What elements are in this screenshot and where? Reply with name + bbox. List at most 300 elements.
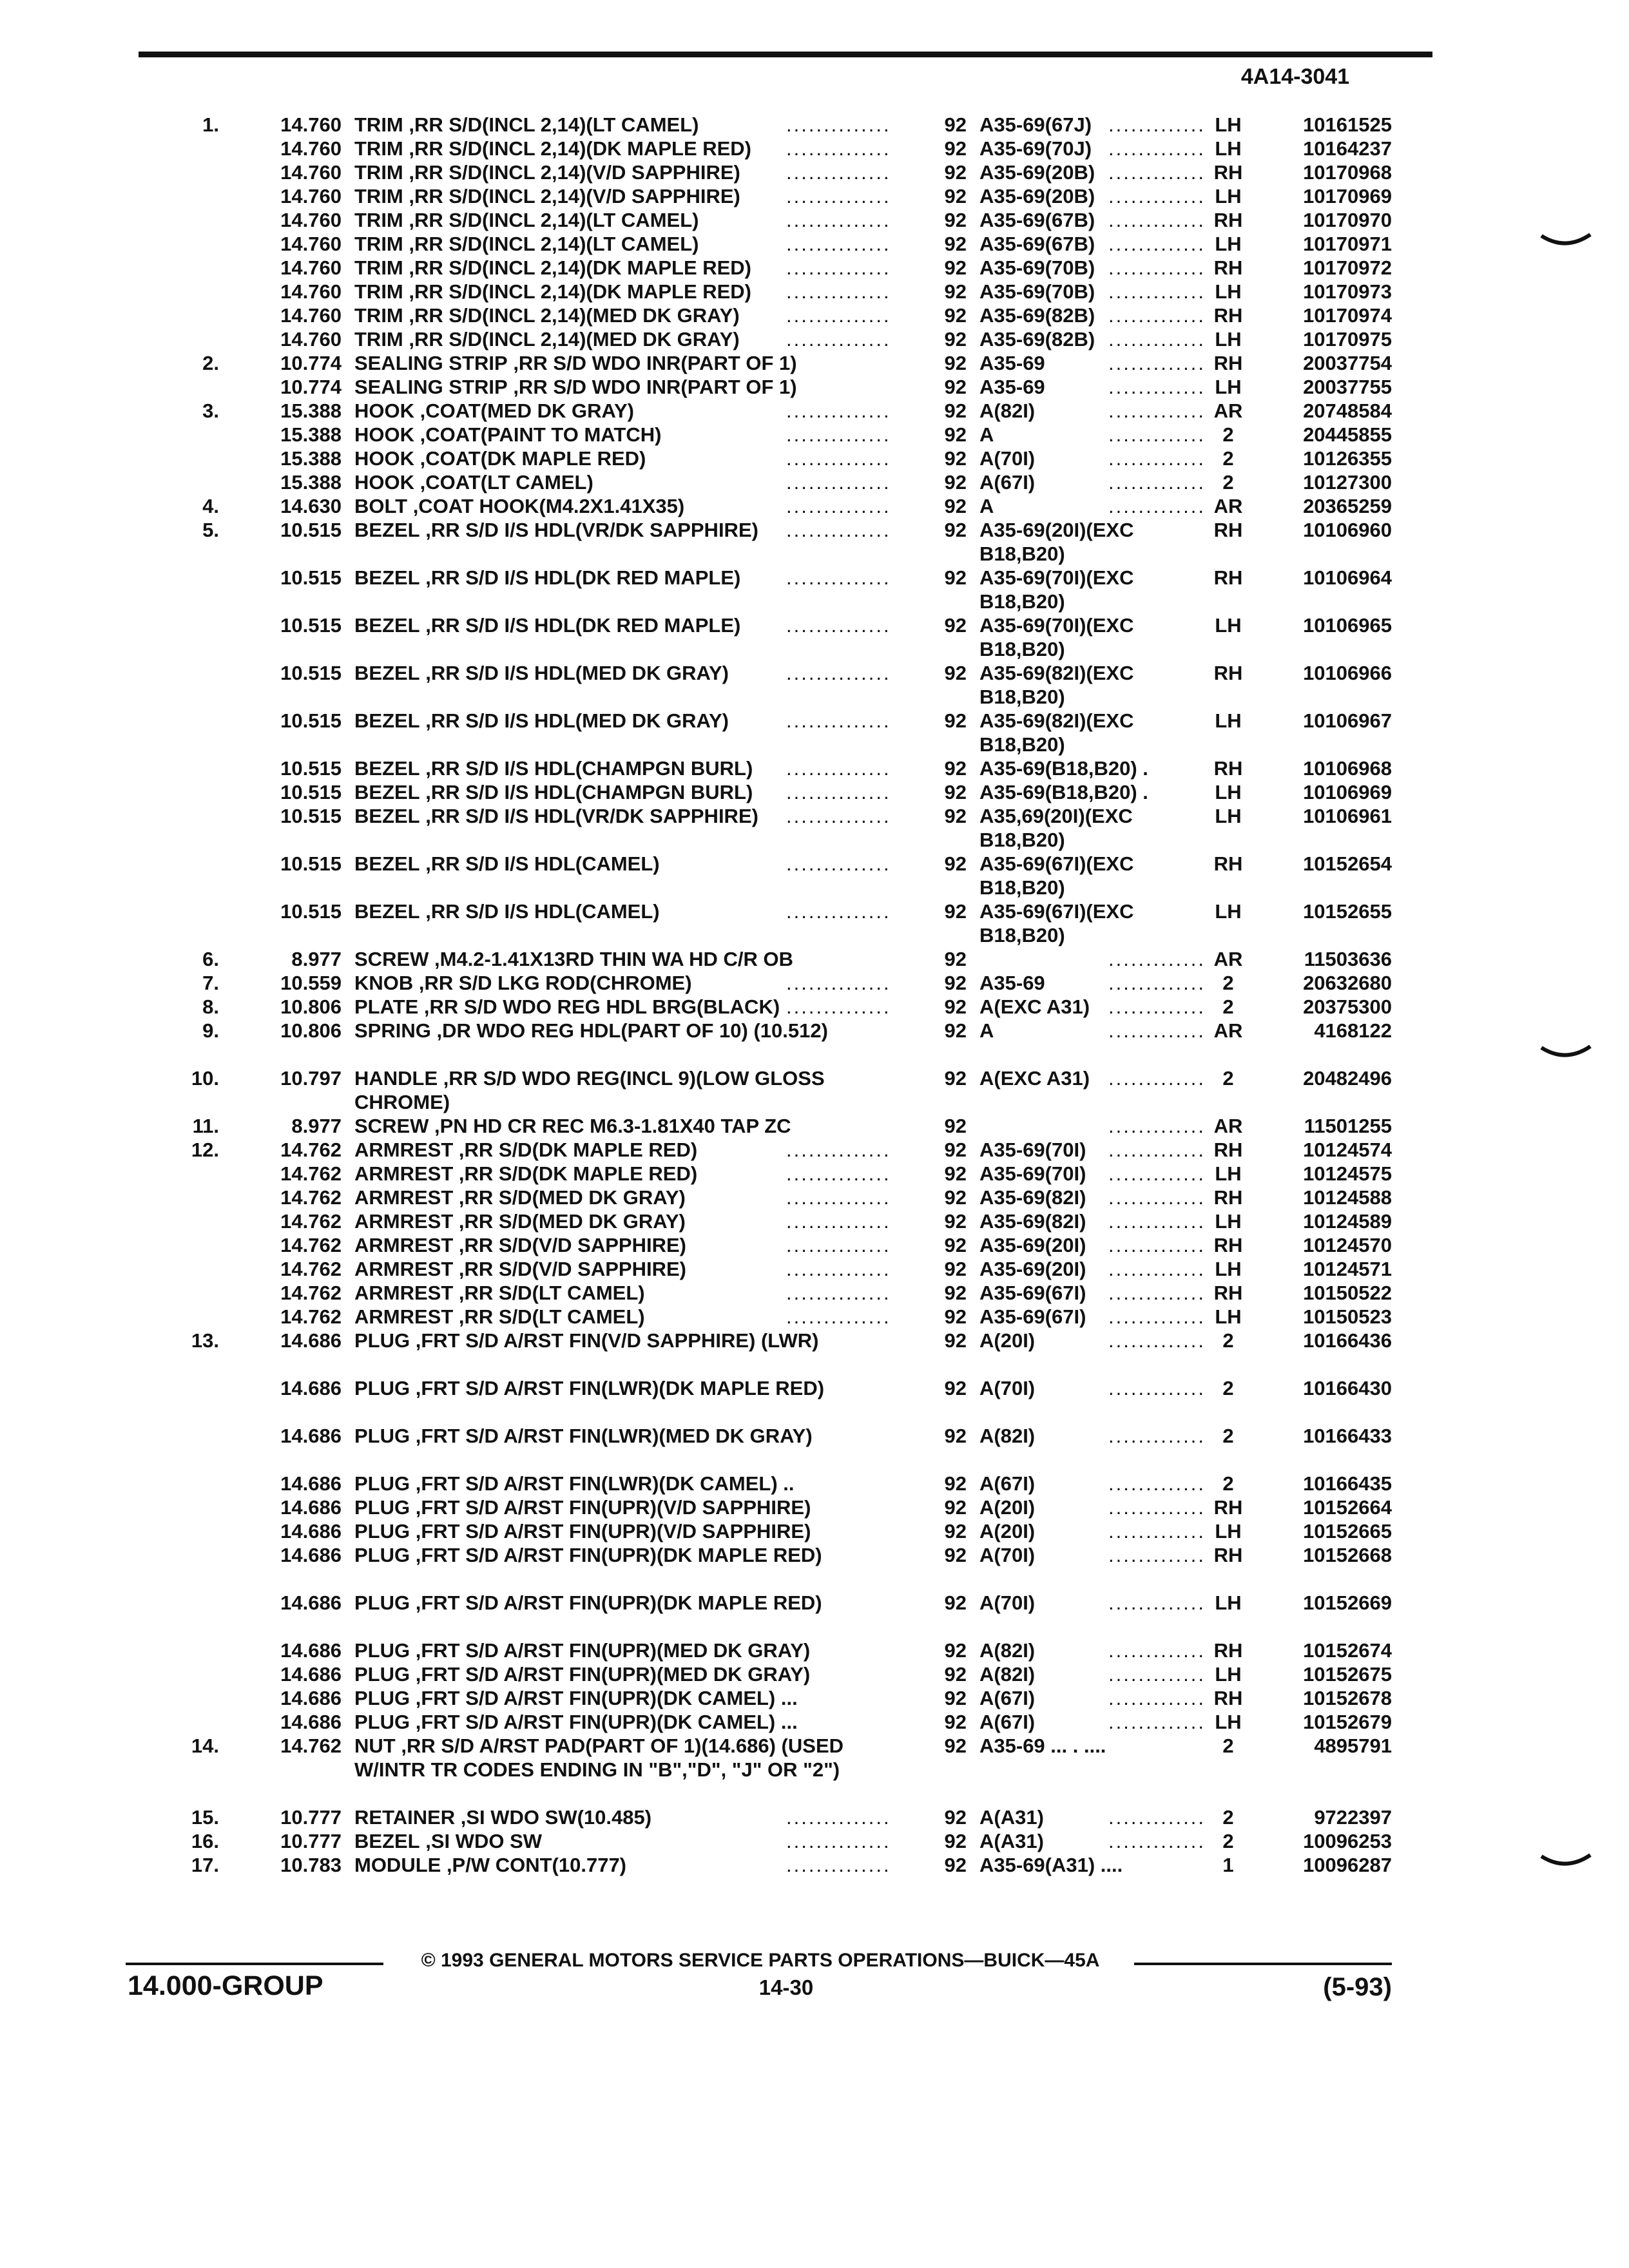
part-row [0,232,1629,256]
part-description: ARMREST ,RR S/D(LT CAMEL) [354,1282,645,1304]
part-number: 10170970 [1303,209,1392,231]
part-description: SCREW ,M4.2-1.41X13RD THIN WA HD C/R OB [354,948,793,970]
part-row [0,137,1629,160]
group-number: 14.762 [280,1305,342,1328]
model-year: 92 [944,1735,967,1757]
dot-leader: ............. [1108,1544,1206,1566]
model-usage: A35-69(82I)(EXC B18,B20) [979,662,1134,708]
quantity: RH [1213,852,1243,875]
part-number: 10166430 [1303,1377,1392,1399]
quantity: LH [1215,1210,1242,1233]
group-number: 8.977 [291,1115,342,1137]
part-number: 10150523 [1303,1305,1392,1328]
part-row [0,804,1629,852]
part-row [0,1686,1629,1710]
dot-leader: ............. [1108,495,1206,517]
group-number: 8.977 [291,948,342,970]
part-number: 4168122 [1314,1019,1392,1042]
model-usage: A35-69(82B) [979,328,1095,351]
copyright-line: © 1993 GENERAL MOTORS SERVICE PARTS OPERATIONS—BUICK—45A [421,1950,1100,1971]
part-description: BEZEL ,RR S/D I/S HDL(VR/DK SAPPHIRE) [354,805,758,827]
part-description: HOOK ,COAT(DK MAPLE RED) [354,447,646,470]
quantity: RH [1213,1544,1243,1566]
model-usage: A(A31) [979,1806,1044,1829]
group-number: 10.515 [280,805,342,827]
part-number: 10096253 [1303,1830,1392,1852]
part-number: 20375300 [1303,995,1392,1018]
dot-leader: .............. [786,662,891,684]
footer-rule-left [126,1963,383,1965]
part-number: 10170972 [1303,256,1392,279]
model-year: 92 [944,709,967,732]
model-usage: A [979,1019,994,1042]
part-number: 10124589 [1303,1210,1392,1233]
part-number: 10166433 [1303,1425,1392,1447]
dot-leader: .............. [786,447,891,470]
dot-leader: .............. [786,399,891,422]
model-year: 92 [944,280,967,303]
model-year: 92 [944,185,967,207]
group-number: 14.686 [280,1663,342,1686]
hole-punch-mark [1540,1852,1592,1872]
part-description: PLUG ,FRT S/D A/RST FIN(LWR)(MED DK GRAY) [354,1425,813,1447]
group-number: 10.515 [280,852,342,875]
model-year: 92 [944,1139,967,1161]
group-number: 10.806 [280,1019,342,1042]
model-usage: A(70I) [979,1591,1036,1614]
part-row [0,1186,1629,1209]
model-year: 92 [944,1067,967,1090]
dot-leader: .............. [786,233,891,255]
part-row [0,1114,1629,1138]
model-usage: A35-69(67I)(EXC B18,B20) [979,900,1134,947]
quantity: 2 [1222,1377,1234,1399]
part-number: 10152679 [1303,1711,1392,1733]
part-row [0,1591,1629,1639]
part-number: 10106965 [1303,614,1392,637]
part-description: HOOK ,COAT(MED DK GRAY) [354,399,634,422]
quantity: 2 [1222,972,1234,994]
model-year: 92 [944,256,967,279]
dot-leader: .............. [786,185,891,207]
model-usage: A(82I) [979,1425,1036,1447]
dot-leader: .............. [786,304,891,327]
group-number: 10.797 [280,1067,342,1090]
quantity: LH [1215,328,1242,351]
quantity: LH [1215,1591,1242,1614]
group-number: 14.760 [280,280,342,303]
part-number: 20482496 [1303,1067,1392,1090]
model-usage: A35-69(20I)(EXC B18,B20) [979,519,1134,565]
model-usage: A [979,495,994,517]
dot-leader: ............. [1108,113,1206,136]
dot-leader: ............. [1108,1520,1206,1542]
part-number: 10152678 [1303,1687,1392,1709]
item-number: 6. [202,948,219,970]
model-year: 92 [944,1258,967,1280]
dot-leader: .............. [786,495,891,517]
group-number: 14.686 [280,1496,342,1519]
model-year: 92 [944,1115,967,1137]
part-number: 10164237 [1303,137,1392,160]
part-number: 10166435 [1303,1472,1392,1495]
part-row [0,208,1629,232]
part-description: ARMREST ,RR S/D(DK MAPLE RED) [354,1162,698,1185]
model-year: 92 [944,233,967,255]
model-usage: A(EXC A31) [979,995,1090,1018]
part-description: ARMREST ,RR S/D(LT CAMEL) [354,1305,645,1328]
group-number: 14.762 [280,1234,342,1256]
quantity: RH [1213,209,1243,231]
quantity: 2 [1222,447,1234,470]
group-number: 14.686 [280,1520,342,1542]
dot-leader: .............. [786,471,891,494]
part-row [0,1281,1629,1305]
quantity: RH [1213,1234,1243,1256]
quantity: LH [1215,1520,1242,1542]
dot-leader: .............. [786,995,891,1018]
part-description: TRIM ,RR S/D(INCL 2,14)(LT CAMEL) [354,233,699,255]
model-usage: A35-69(20B) [979,161,1095,184]
group-number: 14.760 [280,256,342,279]
model-year: 92 [944,519,967,541]
part-row [0,113,1629,137]
model-usage: A35-69(82B) [979,304,1095,327]
date-code: (5-93) [1323,1973,1392,2001]
part-row [0,423,1629,447]
model-year: 92 [944,1711,967,1733]
dot-leader: ............. [1108,972,1206,994]
part-number: 10124570 [1303,1234,1392,1256]
part-row [0,494,1629,518]
model-usage: A35-69 [979,972,1045,994]
model-year: 92 [944,1282,967,1304]
part-row [0,613,1629,661]
part-number: 10106964 [1303,566,1392,589]
quantity: RH [1213,566,1243,589]
part-number: 20445855 [1303,423,1392,446]
part-description: PLUG ,FRT S/D A/RST FIN(UPR)(MED DK GRAY) [354,1639,811,1662]
part-number: 10170968 [1303,161,1392,184]
item-number: 11. [192,1115,219,1137]
part-number: 10170975 [1303,328,1392,351]
quantity: RH [1213,1639,1243,1662]
quantity: AR [1213,399,1243,422]
model-year: 92 [944,995,967,1018]
part-number: 10124571 [1303,1258,1392,1280]
group-number: 14.762 [280,1162,342,1185]
dot-leader: ............. [1108,1329,1206,1352]
part-description: BEZEL ,RR S/D I/S HDL(DK RED MAPLE) [354,566,741,589]
part-description: ARMREST ,RR S/D(DK MAPLE RED) [354,1139,698,1161]
part-row [0,1233,1629,1257]
model-usage: A35-69(70I) [979,1162,1086,1185]
quantity: LH [1215,185,1242,207]
model-usage: A(82I) [979,399,1036,422]
dot-leader: ............. [1108,352,1206,374]
group-number: 10.515 [280,757,342,780]
model-year: 92 [944,1234,967,1256]
model-usage: A35-69(70J) [979,137,1092,160]
part-number: 10106969 [1303,781,1392,803]
part-row [0,1424,1629,1472]
part-description: BEZEL ,RR S/D I/S HDL(CHAMPGN BURL) [354,781,753,803]
part-description: BEZEL ,RR S/D I/S HDL(DK RED MAPLE) [354,614,741,637]
group-number: 10.515 [280,709,342,732]
part-description: PLATE ,RR S/D WDO REG HDL BRG(BLACK) [354,995,780,1018]
quantity: RH [1213,304,1243,327]
model-year: 92 [944,614,967,637]
quantity: AR [1213,495,1243,517]
quantity: RH [1213,1496,1243,1519]
quantity: LH [1215,1305,1242,1328]
group-number: 10.515 [280,900,342,923]
group-number: 10.806 [280,995,342,1018]
group-number: 14.630 [280,495,342,517]
part-row [0,1066,1629,1114]
part-row [0,1543,1629,1591]
footer-rule-right [1134,1963,1392,1965]
model-year: 92 [944,447,967,470]
model-usage: A35-69(67I) [979,1282,1086,1304]
part-description: PLUG ,FRT S/D A/RST FIN(UPR)(MED DK GRAY) [354,1663,811,1686]
dot-leader: .............. [786,900,891,923]
model-year: 92 [944,781,967,803]
model-usage: A(67I) [979,1687,1036,1709]
part-number: 10152654 [1303,852,1392,875]
group-number: 15.388 [280,399,342,422]
dot-leader: ............. [1108,328,1206,351]
quantity: RH [1213,161,1243,184]
part-description: BEZEL ,RR S/D I/S HDL(MED DK GRAY) [354,709,729,732]
page-number: 14-30 [758,1975,814,1999]
model-year: 92 [944,757,967,780]
dot-leader: ............. [1108,1139,1206,1161]
item-number: 14. [191,1735,219,1757]
group-number: 14.762 [280,1735,342,1757]
item-number: 16. [191,1830,219,1852]
quantity: LH [1215,137,1242,160]
dot-leader: ............. [1108,423,1206,446]
dot-leader: .............. [786,1186,891,1209]
part-description: PLUG ,FRT S/D A/RST FIN(UPR)(V/D SAPPHIRE) [354,1520,811,1542]
model-year: 92 [944,1663,967,1686]
group-number: 15.388 [280,447,342,470]
dot-leader: .............. [786,852,891,875]
quantity: LH [1215,900,1242,923]
part-number: 4895791 [1314,1735,1392,1757]
dot-leader: ............. [1108,137,1206,160]
group-number: 14.686 [280,1711,342,1733]
quantity: 2 [1222,1472,1234,1495]
part-row [0,899,1629,947]
model-year: 92 [944,1305,967,1328]
model-year: 92 [944,1472,967,1495]
model-usage: A35-69(82I)(EXC B18,B20) [979,709,1134,756]
model-year: 92 [944,1639,967,1662]
model-usage: A35-69(70B) [979,256,1095,279]
quantity: AR [1213,1115,1243,1137]
part-row [0,375,1629,399]
part-number: 20748584 [1303,399,1392,422]
part-row [0,303,1629,327]
part-description: TRIM ,RR S/D(INCL 2,14)(DK MAPLE RED) [354,137,752,160]
model-usage: A(67I) [979,1711,1036,1733]
group-number: 10.783 [280,1854,342,1876]
part-row [0,280,1629,303]
part-number: 10152664 [1303,1496,1392,1519]
group-number: 14.762 [280,1210,342,1233]
part-row [0,971,1629,995]
model-year: 92 [944,805,967,827]
part-number: 10124588 [1303,1186,1392,1209]
part-description: TRIM ,RR S/D(INCL 2,14)(DK MAPLE RED) [354,280,752,303]
dot-leader: .............. [786,1258,891,1280]
model-year: 92 [944,1329,967,1352]
part-number: 10152675 [1303,1663,1392,1686]
group-number: 10.777 [280,1806,342,1829]
model-year: 92 [944,566,967,589]
group-number: 15.388 [280,471,342,494]
quantity: 2 [1222,1329,1234,1352]
part-row [0,780,1629,804]
model-year: 92 [944,1186,967,1209]
part-description: TRIM ,RR S/D(INCL 2,14)(MED DK GRAY) [354,304,740,327]
dot-leader: ............. [1108,1019,1206,1042]
group-number: 10.515 [280,662,342,684]
quantity: LH [1215,805,1242,827]
part-row [0,1519,1629,1543]
item-number: 2. [202,352,219,374]
item-number: 3. [202,399,219,422]
item-number: 1. [202,113,219,136]
dot-leader: ............. [1108,471,1206,494]
part-number: 10106961 [1303,805,1392,827]
part-number: 9722397 [1314,1806,1392,1829]
part-number: 10124574 [1303,1139,1392,1161]
model-year: 92 [944,948,967,970]
part-description: BEZEL ,RR S/D I/S HDL(CAMEL) [354,852,660,875]
model-usage: A35-69(20I) [979,1234,1086,1256]
part-description: ARMREST ,RR S/D(V/D SAPPHIRE) [354,1258,686,1280]
model-usage: A(67I) [979,471,1036,494]
dot-leader: .............. [786,280,891,303]
model-usage: A(70I) [979,447,1036,470]
part-number: 10152665 [1303,1520,1392,1542]
group-number: 14.760 [280,233,342,255]
part-row [0,661,1629,709]
model-year: 92 [944,662,967,684]
part-row [0,1209,1629,1233]
dot-leader: ............. [1108,1210,1206,1233]
quantity: 2 [1222,1425,1234,1447]
dot-leader: ............. [1108,1472,1206,1495]
hole-punch-mark [1540,232,1592,251]
part-number: 10096287 [1303,1854,1392,1876]
model-usage: A35-69(70B) [979,280,1095,303]
group-number: 15.388 [280,423,342,446]
part-description: BEZEL ,RR S/D I/S HDL(VR/DK SAPPHIRE) [354,519,758,541]
part-description: TRIM ,RR S/D(INCL 2,14)(LT CAMEL) [354,113,699,136]
quantity: LH [1215,1663,1242,1686]
model-usage: A35-69(A31) .... [979,1854,1123,1876]
quantity: RH [1213,1186,1243,1209]
model-year: 92 [944,1591,967,1614]
part-row [0,351,1629,375]
dot-leader: ............. [1108,1305,1206,1328]
model-year: 92 [944,972,967,994]
part-description: BEZEL ,RR S/D I/S HDL(CHAMPGN BURL) [354,757,753,780]
dot-leader: ............. [1108,376,1206,398]
group-number: 10.774 [280,352,342,374]
dot-leader: .............. [786,209,891,231]
model-year: 92 [944,1210,967,1233]
part-description: PLUG ,FRT S/D A/RST FIN(UPR)(DK MAPLE RED) [354,1591,822,1614]
dot-leader: ............. [1108,995,1206,1018]
quantity: LH [1215,1162,1242,1185]
part-description: TRIM ,RR S/D(INCL 2,14)(LT CAMEL) [354,209,699,231]
part-description: PLUG ,FRT S/D A/RST FIN(V/D SAPPHIRE) (LWR) [354,1329,819,1352]
dot-leader: .............. [786,1854,891,1876]
model-year: 92 [944,852,967,875]
quantity: 2 [1222,1735,1234,1757]
model-year: 92 [944,1425,967,1447]
quantity: RH [1213,757,1243,780]
item-number: 9. [202,1019,219,1042]
group-number: 10.515 [280,614,342,637]
part-description: PLUG ,FRT S/D A/RST FIN(UPR)(DK CAMEL) ... [354,1687,798,1709]
dot-leader: .............. [786,757,891,780]
model-usage: A35-69(67B) [979,209,1095,231]
part-number: 20037755 [1303,376,1392,398]
group-number: 14.762 [280,1258,342,1280]
dot-leader: .............. [786,1282,891,1304]
part-description: SEALING STRIP ,RR S/D WDO INR(PART OF 1) [354,352,797,374]
part-number: 11503636 [1304,948,1392,970]
model-year: 92 [944,376,967,398]
model-year: 92 [944,352,967,374]
part-description: TRIM ,RR S/D(INCL 2,14)(V/D SAPPHIRE) [354,185,740,207]
part-number: 20365259 [1303,495,1392,517]
part-description: RETAINER ,SI WDO SW(10.485) [354,1806,652,1829]
quantity: AR [1213,1019,1243,1042]
part-description: PLUG ,FRT S/D A/RST FIN(UPR)(DK CAMEL) ... [354,1711,798,1733]
item-number: 7. [202,972,219,994]
model-usage: A35-69(67J) [979,113,1092,136]
quantity: LH [1215,781,1242,803]
part-description: HANDLE ,RR S/D WDO REG(INCL 9)(LOW GLOSS CHROME) [354,1067,825,1113]
part-description: ARMREST ,RR S/D(V/D SAPPHIRE) [354,1234,686,1256]
dot-leader: .............. [786,1305,891,1328]
part-description: BEZEL ,RR S/D I/S HDL(MED DK GRAY) [354,662,729,684]
dot-leader: .............. [786,972,891,994]
group-label: 14.000-GROUP [128,1970,323,2001]
dot-leader: .............. [786,423,891,446]
part-number: 10126355 [1303,447,1392,470]
part-number: 10161525 [1303,113,1392,136]
dot-leader: ............. [1108,1663,1206,1686]
part-number: 20632680 [1303,972,1392,994]
part-number: 10166436 [1303,1329,1392,1352]
part-number: 10106960 [1303,519,1392,541]
part-number: 10170974 [1303,304,1392,327]
dot-leader: .............. [786,614,891,637]
model-usage: A35-69(70I) [979,1139,1086,1161]
quantity: 1 [1222,1854,1234,1876]
part-description: KNOB ,RR S/D LKG ROD(CHROME) [354,972,692,994]
part-row [0,1829,1629,1853]
part-row [0,1639,1629,1662]
